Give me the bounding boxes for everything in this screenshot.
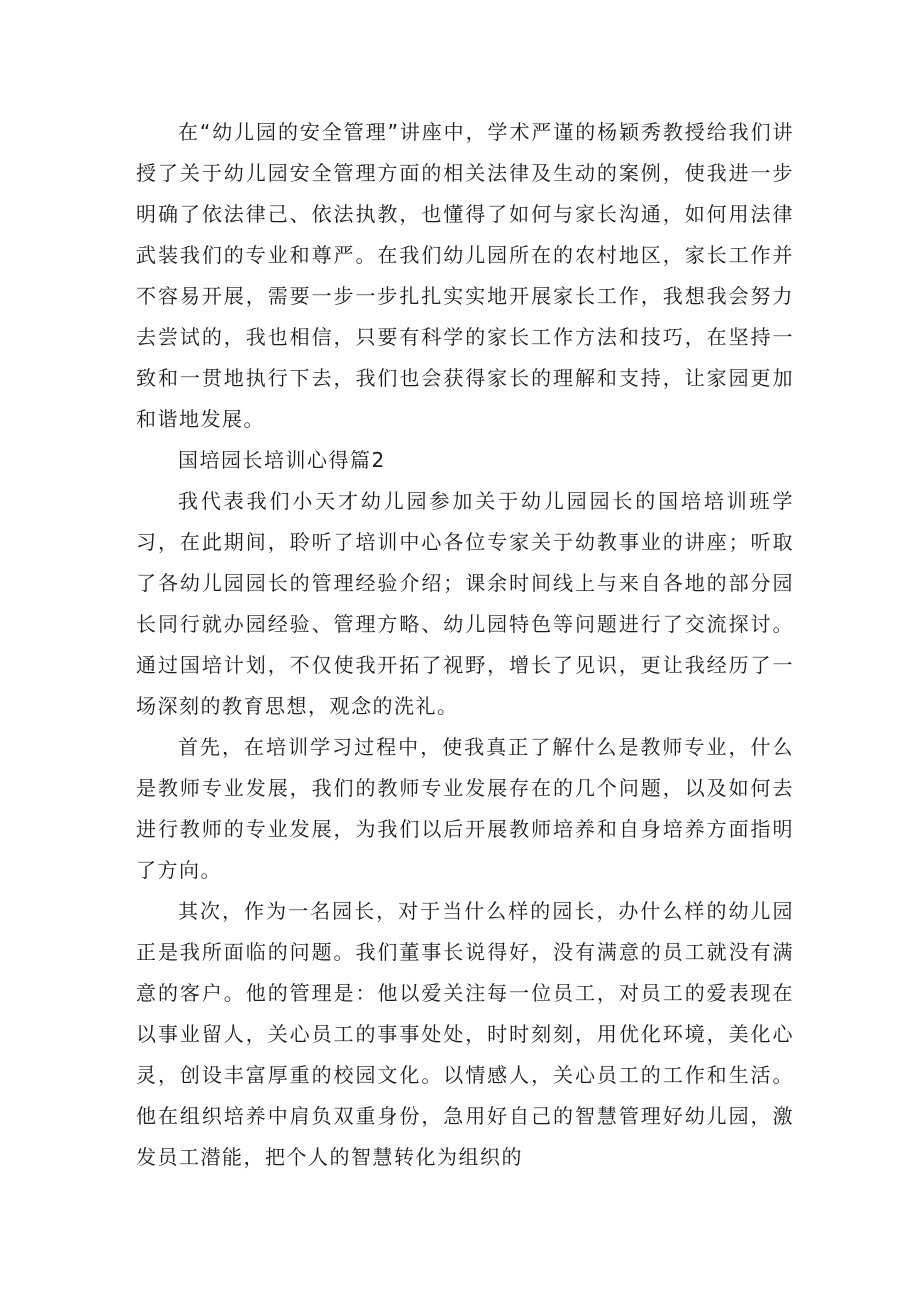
paragraph-second-point: 其次，作为一名园长，对于当什么样的园长，办什么样的幼儿园正是我所面临的问题。我们董事长说得好，没有满意的员工就没有满意的客户。他的管理是：他以爱关注每一位员工，对员工的爱表现在以事业留人，关心员工的事事处处，时时刻刻，用优化环境，美化心灵，创设丰富厚重的校园文化。以情感人，关心员工的工作和生活。他在组织培养中肩负双重身份，急用好自己的智慧管理好幼儿园，激发员工潜能，把个人的智慧转化为组织的 bbox=[136, 899, 794, 1169]
paragraph-safety-lecture: 在“幼儿园的安全管理”讲座中，学术严谨的杨颖秀教授给我们讲授了关于幼儿园安全管理方面的相关法律及生动的案例，使我进一步明确了依法律己、依法执教，也懂得了如何与家长沟通，如何用法律武装我们的专业和尊严。在我们幼儿园所在的农村地区，家长工作并不容易开展，需要一步一步扎扎实实地开展家长工作，我想我会努力去尝试的，我也相信，只要有科学的家长工作方法和技巧，在坚持一致和一贯地执行下去，我们也会获得家长的理解和支持，让家园更加和谐地发展。 bbox=[136, 120, 794, 431]
paragraph-first-point: 首先，在培训学习过程中，使我真正了解什么是教师专业，什么是教师专业发展，我们的教师专业发展存在的几个问题，以及如何去进行教师的专业发展，为我们以后开展教师培养和自身培养方面指明了方向。 bbox=[136, 735, 794, 882]
paragraph-training-intro: 我代表我们小天才幼儿园参加关于幼儿园园长的国培培训班学习，在此期间，聆听了培训中心各位专家关于幼教事业的讲座；听取了各幼儿园园长的管理经验介绍；课余时间线上与来自各地的部分园长同行就办园经验、管理方略、幼儿园特色等问题进行了交流探讨。通过国培计划，不仅使我开拓了视野，增长了见识，更让我经历了一场深刻的教育思想，观念的洗礼。 bbox=[136, 489, 794, 718]
document-body bbox=[136, 112, 794, 1178]
section-heading: 国培园长培训心得篇2 bbox=[178, 448, 386, 472]
